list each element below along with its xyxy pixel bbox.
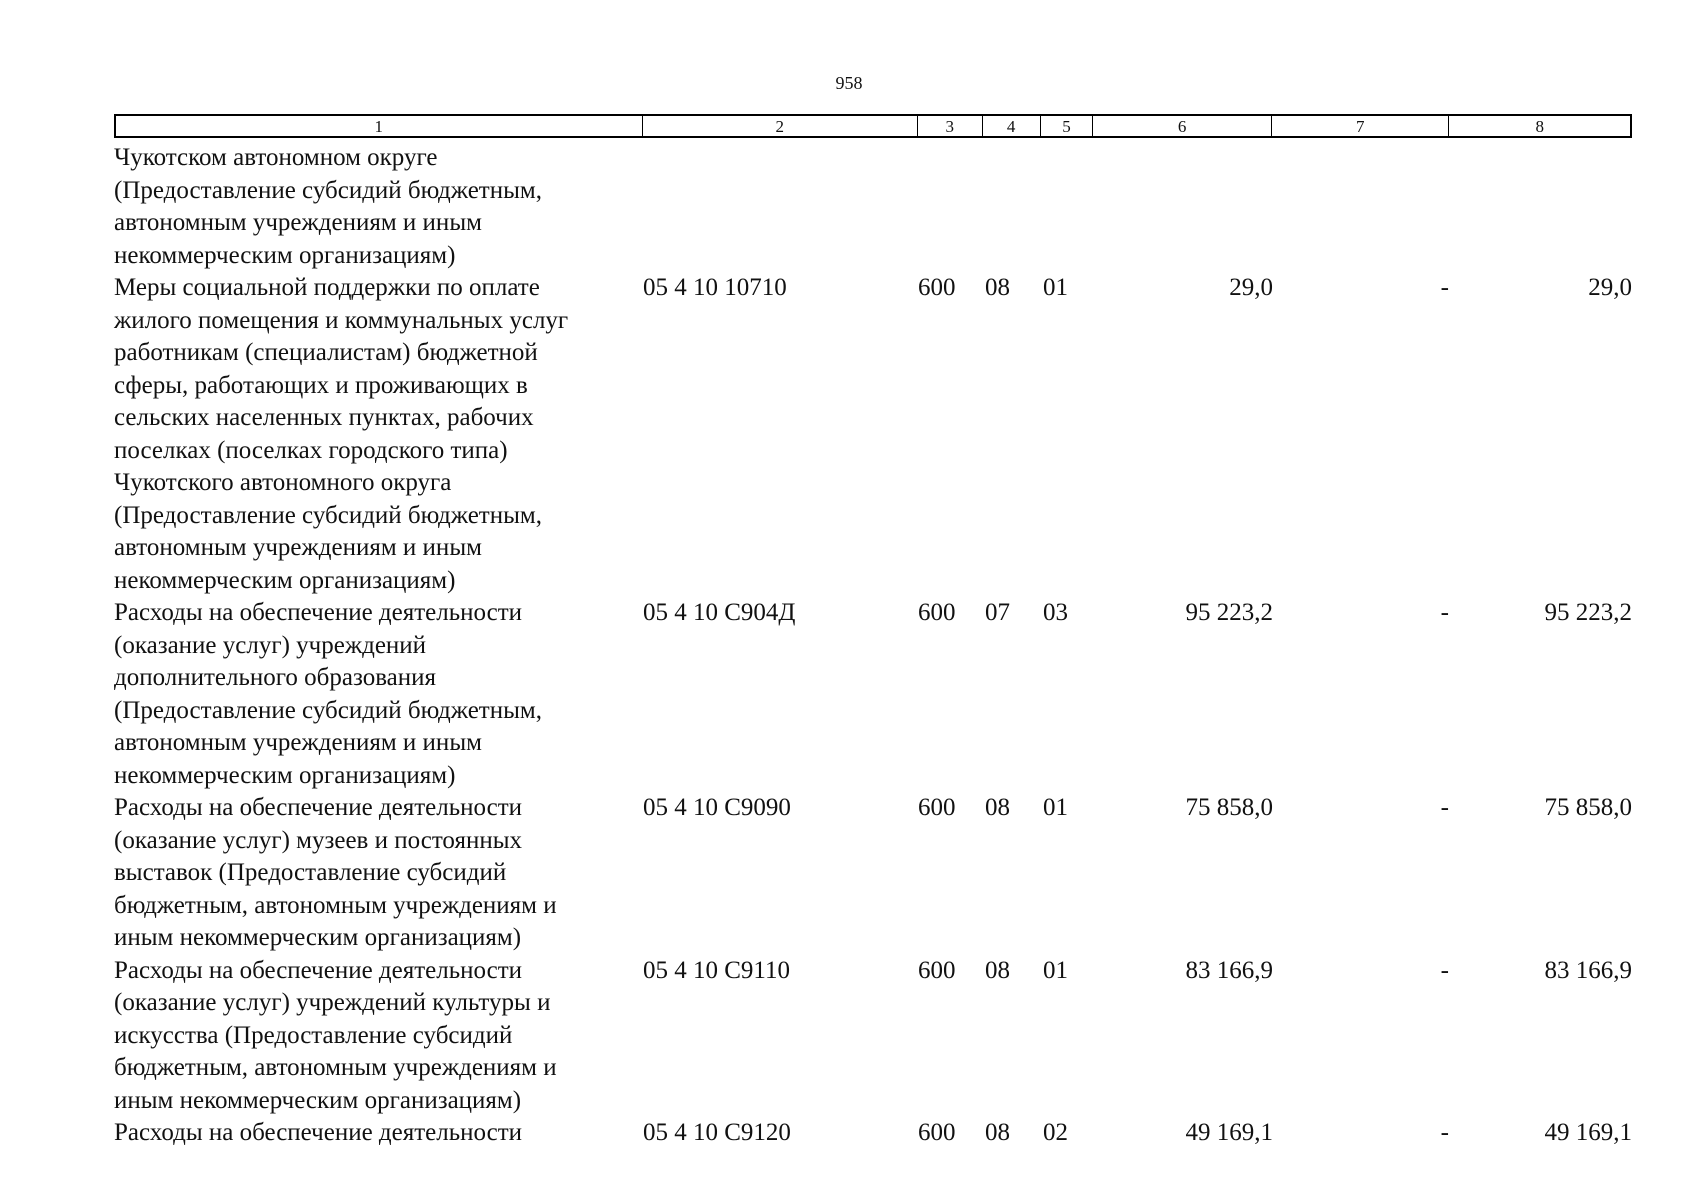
table-row — [114, 1117, 1632, 1150]
row-section: 08 — [985, 274, 1010, 301]
row-subsection: 01 — [1043, 956, 1068, 984]
row-expense-type: 600 — [918, 794, 956, 821]
row-amount: 75 858,0 — [1185, 794, 1273, 821]
header-col-5: 5 — [1041, 116, 1094, 136]
row-description: Расходы на обеспечение деятельности (оказание услуг) учреждений дополнительного образования (Предоставление субсидий бюджетным, автономным учреждениям и иным некоммерческим организациям) — [114, 599, 542, 789]
row-target-code: 05 4 10 10710 — [643, 274, 787, 301]
row-target-code: 05 4 10 С9120 — [643, 1119, 791, 1146]
header-col-3: 3 — [918, 116, 983, 136]
row-total: 49 169,1 — [1544, 1119, 1632, 1146]
row-expense-type: 600 — [918, 599, 956, 626]
row-description: Расходы на обеспечение деятельности — [114, 1119, 523, 1146]
table-row — [114, 792, 1632, 955]
row-change: - — [1440, 1119, 1449, 1146]
row-description: Расходы на обеспечение деятельности (оказание услуг) учреждений культуры и искусства (Предоставление субсидий бюджетным, автономным учреждениям и иным некоммерческим организациям) — [114, 956, 557, 1114]
row-amount: 49 169,1 — [1185, 1119, 1273, 1146]
row-change: - — [1440, 599, 1449, 626]
table-row — [114, 272, 1632, 597]
row-change: - — [1440, 274, 1449, 301]
row-total: 95 223,2 — [1544, 599, 1632, 626]
row-description: Чукотском автономном округе (Предоставление субсидий бюджетным, автономным учреждениям и иным некоммерческим организациям) — [114, 144, 542, 269]
header-col-4: 4 — [983, 116, 1041, 136]
row-subsection: 01 — [1043, 274, 1068, 301]
table-row — [114, 955, 1632, 1118]
row-expense-type: 600 — [918, 274, 956, 301]
row-subsection: 01 — [1043, 794, 1068, 821]
row-description: Меры социальной поддержки по оплате жилого помещения и коммунальных услуг работникам (специалистам) бюджетной сферы, работающих и проживающих в сельских населенных пунктах, рабочих поселках (поселках городского типа) Чукотского автономного округа (Предоставление субсидий бюджетным, автономным учреждениям и иным некоммерческим организациям) — [114, 274, 569, 594]
row-target-code: 05 4 10 С9110 — [643, 956, 790, 984]
row-amount: 83 166,9 — [1185, 956, 1273, 984]
row-amount: 95 223,2 — [1185, 599, 1273, 626]
row-total: 29,0 — [1588, 274, 1632, 301]
row-target-code: 05 4 10 С904Д — [643, 599, 796, 626]
header-col-6: 6 — [1093, 116, 1272, 136]
header-col-7: 7 — [1272, 116, 1450, 136]
row-expense-type: 600 — [918, 956, 956, 984]
table-row — [114, 142, 1632, 272]
table-row — [114, 597, 1632, 792]
page-number: 958 — [835, 73, 863, 93]
header-col-1: 1 — [116, 116, 643, 136]
row-section: 07 — [985, 599, 1010, 626]
table-header — [114, 114, 1632, 138]
row-section: 08 — [985, 956, 1010, 984]
row-change: - — [1440, 794, 1449, 821]
header-col-2: 2 — [643, 116, 918, 136]
row-section: 08 — [985, 1119, 1010, 1146]
row-target-code: 05 4 10 С9090 — [643, 794, 791, 821]
header-col-8: 8 — [1535, 117, 1544, 136]
row-total: 83 166,9 — [1544, 956, 1632, 984]
row-change: - — [1440, 956, 1449, 984]
row-description: Расходы на обеспечение деятельности (оказание услуг) музеев и постоянных выставок (Предоставление субсидий бюджетным, автономным учреждениям и иным некоммерческим организациям) — [114, 794, 557, 951]
row-subsection: 02 — [1043, 1119, 1068, 1146]
row-subsection: 03 — [1043, 599, 1068, 626]
row-section: 08 — [985, 794, 1010, 821]
row-total: 75 858,0 — [1544, 794, 1632, 821]
row-amount: 29,0 — [1229, 274, 1273, 301]
row-expense-type: 600 — [918, 1119, 956, 1146]
table-body — [114, 142, 1632, 1150]
